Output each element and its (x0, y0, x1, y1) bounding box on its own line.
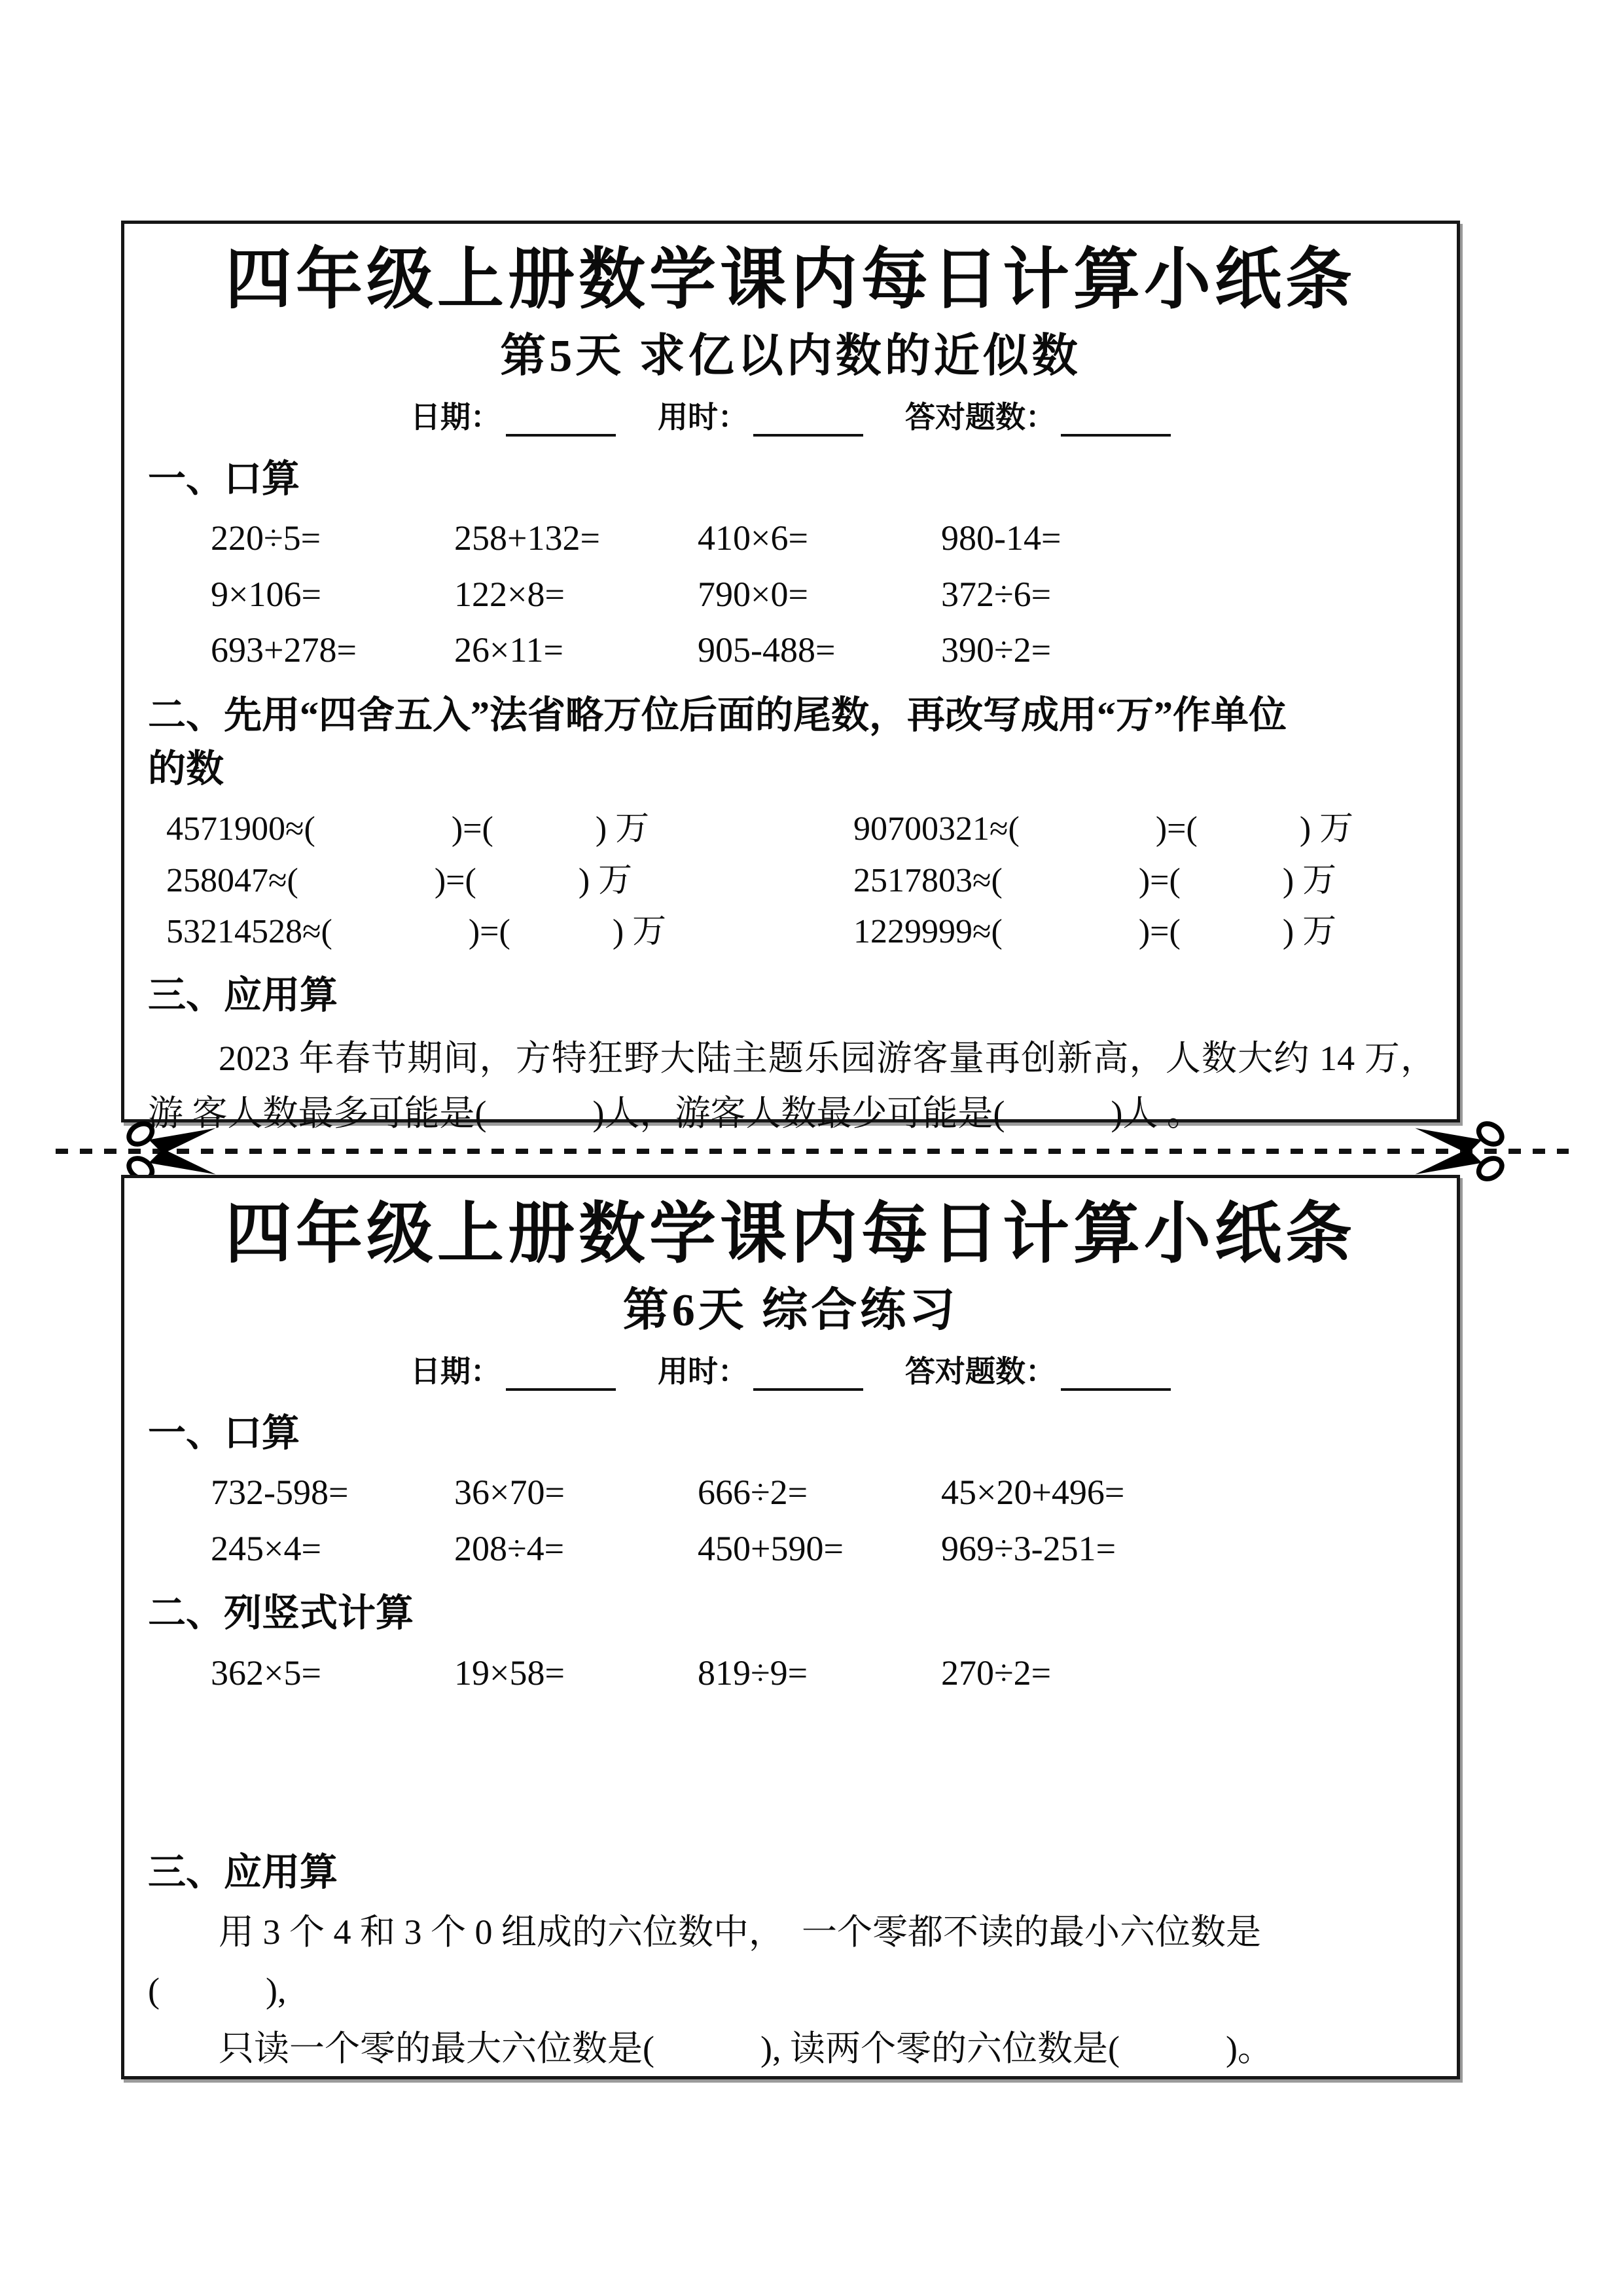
oral-problem: 790×0= (698, 574, 808, 614)
strip1-subtitle: 第5天 求亿以内数的近似数 (500, 331, 1081, 382)
date-label: 日期： (410, 401, 501, 435)
scissors-icon (1408, 1120, 1508, 1183)
oral-problem: 258+132= (454, 518, 600, 558)
rounding-problem: 1229999≈( )=( ) 万 (853, 913, 1337, 951)
oral-problem: 220÷5= (211, 518, 321, 558)
strip2-word-problem (148, 1906, 1436, 2075)
time-blank (753, 430, 863, 437)
time-blank (753, 1384, 863, 1391)
worksheet-strip-day6 (121, 1175, 1460, 2079)
strip2-title: 四年级上册数学课内每日计算小纸条 (225, 1198, 1356, 1272)
strip2-oral-grid (211, 1471, 1444, 1571)
strip2-vertical-grid (211, 1651, 1444, 1696)
vertical-problem: 362×5= (211, 1653, 321, 1693)
oral-problem: 26×11= (454, 630, 563, 670)
score-blank (1061, 1384, 1171, 1391)
date-label: 日期： (410, 1355, 501, 1389)
date-field (410, 399, 616, 437)
strip2-oral-heading: 一、口算 (148, 1411, 300, 1454)
rounding-row (166, 912, 1444, 952)
vertical-problem: 19×58= (454, 1653, 565, 1693)
strip1-rounding-rows (166, 809, 1444, 952)
strip1-rounding-heading: 二、先用“四舍五入”法省略万位后面的尾数，再改写成用“万”作单位的数 (148, 693, 1287, 791)
oral-problem: 245×4= (211, 1528, 321, 1568)
date-blank (506, 430, 616, 437)
score-label: 答对题数： (905, 1355, 1056, 1389)
oral-problem: 208÷4= (454, 1528, 565, 1568)
rounding-problem: 53214528≈( )=( ) 万 (166, 913, 667, 951)
word-problem-line: ( ), (148, 1971, 287, 2011)
oral-problem: 36×70= (454, 1473, 565, 1513)
strip1-meta-row (137, 399, 1444, 437)
oral-problem: 372÷6= (941, 574, 1052, 614)
oral-problem: 390÷2= (941, 630, 1052, 670)
strip1-oral-grid (211, 516, 1444, 673)
rounding-row (166, 809, 1444, 850)
oral-problem: 410×6= (698, 518, 808, 558)
word-problem-line: 用 3 个 4 和 3 个 0 组成的六位数中， 一个零都不读的最小六位数是 (219, 1912, 1261, 1952)
oral-problem: 9×106= (211, 574, 321, 614)
rounding-problem: 258047≈( )=( ) 万 (166, 861, 633, 899)
oral-problem: 450+590= (698, 1528, 844, 1568)
score-blank (1061, 430, 1171, 437)
strip1-word-heading: 三、应用算 (148, 973, 338, 1016)
oral-problem: 122×8= (454, 574, 565, 614)
strip1-word-problem: 2023 年春节期间，方特狂野大陆主题乐园游客量再创新高，人数大约 14 万，游 客人数最多可能是( )人，游客人数最少可能是( )人 。 (148, 1038, 1436, 1133)
oral-problem: 969÷3-251= (941, 1528, 1116, 1568)
strip1-oral-heading: 一、口算 (148, 457, 300, 500)
worksheet-strip-day5 (121, 221, 1460, 1133)
scissors-icon (123, 1120, 223, 1183)
vertical-problem: 819÷9= (698, 1653, 808, 1693)
oral-problem: 732-598= (211, 1473, 349, 1513)
date-field (410, 1353, 616, 1391)
strip2-vertical-heading: 二、列竖式计算 (148, 1592, 414, 1635)
score-label: 答对题数： (905, 401, 1056, 435)
strip2-meta-row (137, 1353, 1444, 1391)
word-problem-line: 只读一个零的最大六位数是( ), 读两个零的六位数是( )。 (219, 2029, 1273, 2069)
oral-problem: 45×20+496= (941, 1473, 1125, 1513)
vertical-problem: 270÷2= (941, 1653, 1052, 1693)
oral-problem: 693+278= (211, 630, 357, 670)
time-field (658, 1353, 863, 1391)
strip2-subtitle: 第6天 综合练习 (622, 1285, 959, 1336)
rounding-row (166, 861, 1444, 901)
oral-problem: 905-488= (698, 630, 836, 670)
strip1-title: 四年级上册数学课内每日计算小纸条 (225, 243, 1356, 317)
strip2-word-heading: 三、应用算 (148, 1851, 338, 1894)
score-field (905, 399, 1171, 437)
oral-problem: 980-14= (941, 518, 1061, 558)
rounding-problem: 2517803≈( )=( ) 万 (853, 861, 1337, 899)
time-field (658, 399, 863, 437)
rounding-problem: 4571900≈( )=( ) 万 (166, 810, 650, 848)
time-label: 用时： (658, 401, 748, 435)
score-field (905, 1353, 1171, 1391)
rounding-problem: 90700321≈( )=( ) 万 (853, 810, 1354, 848)
time-label: 用时： (658, 1355, 748, 1389)
oral-problem: 666÷2= (698, 1473, 808, 1513)
dashed-cut-line (56, 1149, 1569, 1154)
working-space (137, 1695, 1444, 1830)
date-blank (506, 1384, 616, 1391)
